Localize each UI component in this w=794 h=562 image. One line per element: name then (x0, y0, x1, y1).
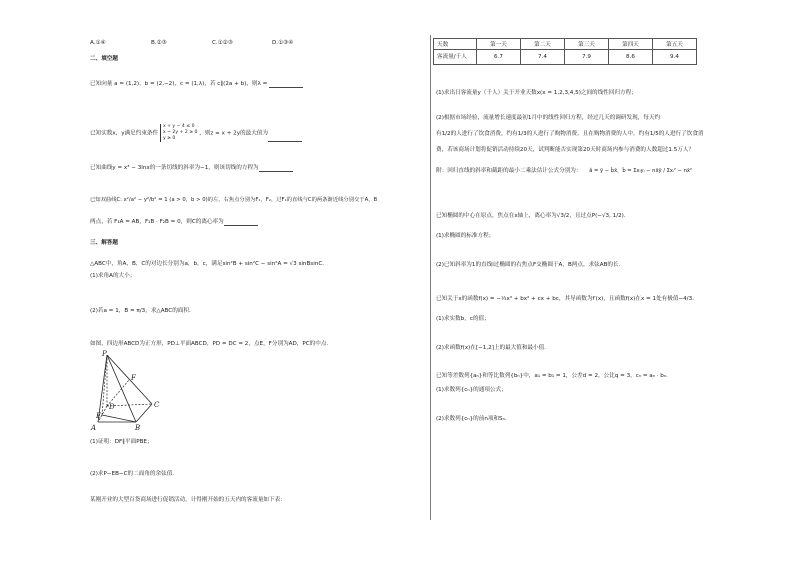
label-F: F (131, 374, 136, 382)
question-pyramid-part1: (1)证明：DF∥平面PBE； (90, 439, 153, 445)
column-divider (430, 35, 431, 520)
option-b: B.②③ (151, 40, 167, 46)
table-header-cell: 第三天 (565, 39, 609, 50)
section-title-solve: 三、解答题 (90, 240, 118, 246)
table-cell: 9.4 (653, 50, 697, 65)
question-sequence-part1: (1)求数列{cₙ}的通项公式； (436, 387, 507, 393)
question-ellipse-part2: (2)已知斜率为1的直线l过椭圆的右焦点F交椭圆于A，B两点，求弦AB的长. (436, 262, 621, 268)
regression-note: 附：回归直线的斜率和截距的最小二乘法估计公式分别为： â = ȳ − b̂x̄，b̂ = Σxᵢyᵢ − nx̄ȳ / Σxᵢ² − nx̄² (436, 168, 693, 174)
answer-blank (224, 219, 258, 226)
question-pyramid: 如图，四边形ABCD为正方形，PD⊥平面ABCD，PD = DC = 2，点E，F分别为AD，PC的中点. (90, 341, 329, 347)
table-header-cell: 天数 (434, 39, 477, 50)
question-triangle-part2: (2)若a = 1，B = π/3，求△ABC的面积. (90, 308, 191, 314)
answer-blank (268, 135, 302, 142)
table-row (434, 50, 697, 65)
constraint-system: x + y − 4 ≤ 0 x − 2y + 2 ≥ 0 y ≥ 0 (160, 124, 198, 142)
question-mall-part2-line3: 费，若该商场计划将促销活动持续20天，试判断能否实现第20天时商场内参与消费的人数超过1.5万人？ (436, 147, 695, 153)
table-cell: 8.6 (609, 50, 653, 65)
label-B: B (135, 424, 141, 432)
customer-flow-table (433, 38, 697, 65)
table-cell: 7.4 (521, 50, 565, 65)
table-header-cell: 第四天 (609, 39, 653, 50)
option-d: D.①③④ (272, 40, 294, 46)
edge-BC (136, 404, 152, 422)
question-mall-part2-line1: (2)根据市场经验，流量增长速度最初1月中的线性回归方程，经过几天的调研发现，每天约 (436, 115, 661, 121)
question-tangent: 已知曲线y = x³ − 3lnx的一条切线的斜率为−1，则该切线的方程为 (90, 165, 293, 172)
question-function-part1: (1)求实数b，c的值； (436, 316, 490, 322)
table-header-cell: 第二天 (521, 39, 565, 50)
label-P: P (102, 350, 107, 358)
table-header-cell: 第一天 (477, 39, 521, 50)
question-sequence: 已知等差数列{aₙ}和等比数列{bₙ}中，a₁ = b₁ = 1，公差d = 2，公比q = 3，cₙ = aₙ · bₙ. (436, 373, 668, 379)
edge-PC (107, 355, 152, 404)
table-row (434, 39, 697, 50)
table-cell: 7.9 (565, 50, 609, 65)
option-c: C.①②③ (212, 40, 233, 46)
answer-blank (269, 81, 303, 88)
question-pyramid-part2: (2)求P−EB−C的二面角的余弦值. (90, 471, 175, 477)
question-mall-part1: (1)求出日客流量y（千人）关于开业天数x(x = 1,2,3,4,5)之间的线性回归方程； (436, 90, 637, 96)
question-function-part2: (2)求函数f(x)在[−1,2]上的最大值和最小值. (436, 345, 547, 351)
regression-formula: â = ȳ − b̂x̄，b̂ = Σxᵢyᵢ − nx̄ȳ / Σxᵢ² − nx̄² (589, 168, 693, 174)
answer-blank (259, 165, 293, 172)
label-E: E (96, 412, 102, 420)
label-C: C (154, 401, 160, 409)
question-hyperbola-line2: 两点，若 F₁A = AB，F₁B · F₂B = 0，则C的离心率为 (90, 219, 258, 226)
question-triangle: △ABC中，角A，B，C的对边长分别为a，b，c，满足sin²B + sin²C − sin²A = √3 sinBsinC. (90, 261, 325, 267)
question-mall-part2-line2: 有1/2的人进行了饮食消费，约有1/3的人进行了购物消费，且在购物消费的人中，约有1/5的人进行了饮食消 (436, 131, 704, 137)
label-A: A (91, 424, 97, 432)
table-row-label: 客流量/千人 (434, 50, 477, 65)
question-hyperbola-line1: 已知双曲线C: x²/a² − y²/b² = 1 (a > 0，b > 0)的左、右焦点分别为F₁，F₂，过F₁的直线与C的两条渐近线分别交于A，B (90, 197, 378, 203)
pyramid-figure (88, 350, 172, 436)
question-mall-intro: 某刚开业的大型百货商场进行促销活动，计得刚开始的五天内的客流量如下表： (90, 497, 286, 503)
question-function: 已知关于x的函数f(x) = −⅓x³ + bx² + cx + bc，其导函数为f′(x)，且函数f(x)在x = 1处有极值−4/3. (436, 296, 694, 302)
question-vector: 已知向量 a = (1,2)，b = (2,−2)，c = (1,λ)，若 c∥(2a + b)，则λ = (90, 81, 303, 88)
section-title-fill-blank: 二、填空题 (90, 56, 118, 62)
question-triangle-part1: (1)求角A的大小； (90, 273, 136, 279)
edge-EB (102, 415, 136, 422)
label-D: D (109, 403, 115, 411)
table-cell: 6.7 (477, 50, 521, 65)
question-ellipse: 已知椭圆的中心在原点，焦点在x轴上，离心率为√3/2，且过点P(−√3, 1/2). (436, 213, 626, 219)
option-a: A.①④ (90, 40, 106, 46)
question-sequence-part2: (2)求数列{cₙ}的前n项和Sₙ. (436, 416, 507, 422)
question-linear-program: 已知实数x，y满足约束条件 x + y − 4 ≤ 0 x − 2y + 2 ≥ 0 y ≥ 0 ，则z = x + 2y的最大值为 (90, 124, 302, 142)
table-header-cell: 第五天 (653, 39, 697, 50)
question-ellipse-part1: (1)求椭圆的标准方程； (436, 233, 495, 239)
